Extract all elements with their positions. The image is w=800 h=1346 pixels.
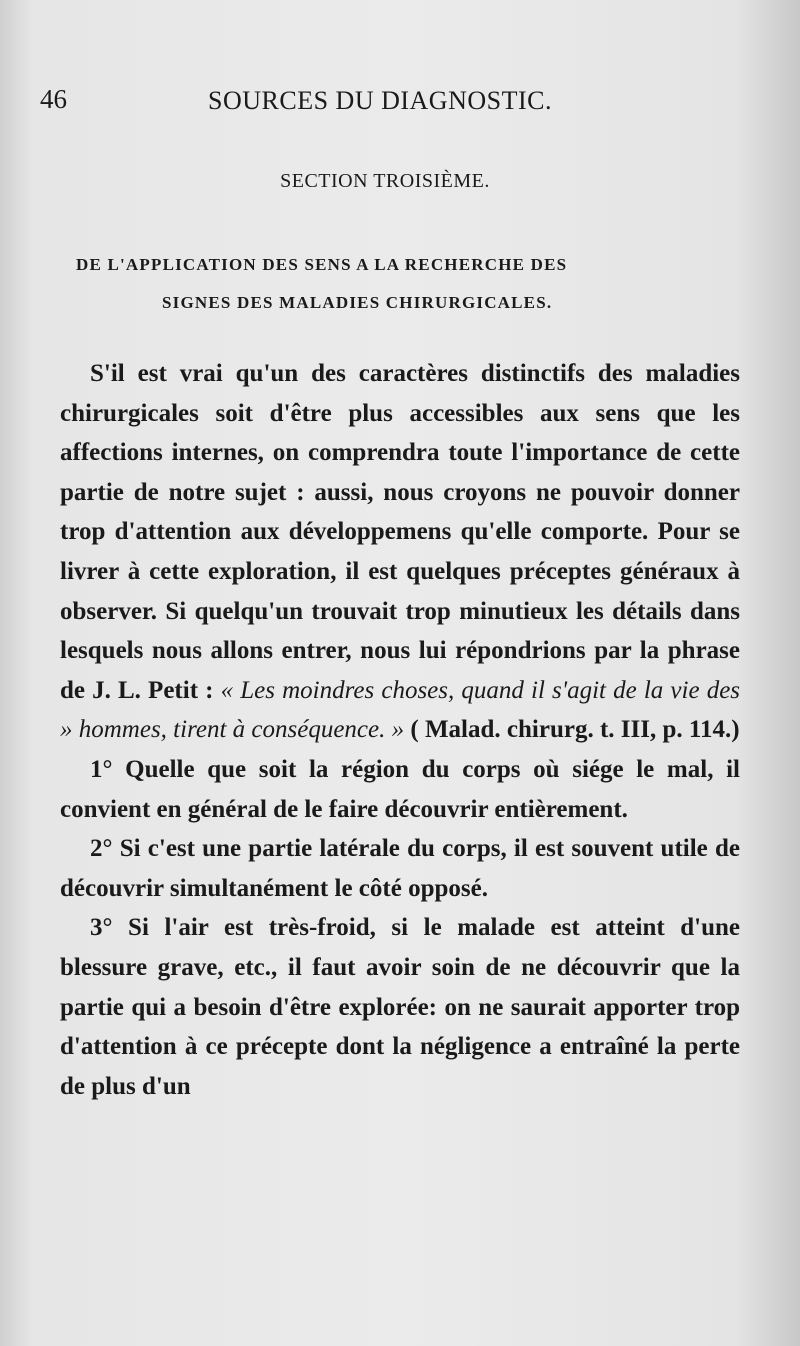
precept-3: 3° Si l'air est très-froid, si le malade est atteint d'une blessure grave, etc., il faut avoir soin de ne découvrir que la partie qui a besoin d'être explorée: on ne saurait apporter trop d'attention à ce précepte dont la négligence a entraîné la perte de plus d'un — [60, 914, 740, 1100]
citation: ( Malad. chirurg. t. III, p. 114.) — [410, 716, 740, 744]
section-heading-line1: DE L'APPLICATION DES SENS A LA RECHERCHE DES — [76, 255, 568, 274]
section-heading — [76, 246, 716, 322]
body-text — [60, 354, 740, 1106]
page-header — [40, 84, 740, 124]
section-heading-line2: SIGNES DES MALADIES CHIRURGICALES. — [162, 293, 553, 312]
running-head: SOURCES DU DIAGNOSTIC. — [208, 86, 552, 115]
intro-paragraph — [60, 354, 740, 750]
precept-1: 1° Quelle que soit la région du corps où siége le mal, il convient en général de le faire découvrir entièrement. — [60, 755, 740, 823]
section-title: SECTION TROISIÈME. — [280, 170, 490, 192]
precept-2: 2° Si c'est une partie latérale du corps, il est souvent utile de découvrir simultanément le côté opposé. — [60, 835, 740, 902]
intro-text: S'il est vrai qu'un des caractères distinctifs des maladies chirurgicales soit d'être plus accessibles aux sens que les affections internes, on comprendra toute l'importance de cette partie de notre sujet : aussi, nous croyons ne pouvoir donner trop d'attention aux développemens qu'elle comporte. Pour se livrer à cette exploration, il est quelques préceptes généraux à observer. Si quelqu'un trouvait trop minutieux les détails dans lesquels nous allons entrer, nous lui répondrions par la phrase de J. L. Petit : — [60, 360, 740, 704]
page-number: 46 — [40, 84, 67, 114]
petit-quote: « Les moindres choses, quand il s'agit de la vie des » hommes, tirent à conséquence. » — [60, 676, 741, 744]
